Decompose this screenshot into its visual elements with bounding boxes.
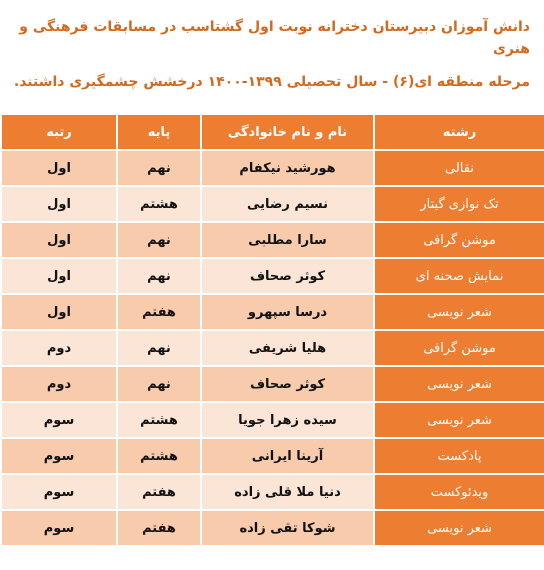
header-name: نام و نام خانوادگی <box>201 114 374 150</box>
table-row <box>1 510 544 546</box>
table-row <box>1 474 544 510</box>
header-grade: پایه <box>117 114 201 150</box>
cell-name: هورشید نیکفام <box>201 150 374 186</box>
table-row <box>1 186 544 222</box>
cell-name: سارا مطلبی <box>201 222 374 258</box>
cell-name: آرینا ایرانی <box>201 438 374 474</box>
intro-line-2: مرحله منطقه ای(۶) - سال تحصیلی ۱۳۹۹-۱۴۰۰ درخشش چشمگیری داشتند. <box>13 74 530 90</box>
cell-grade: نهم <box>117 258 201 294</box>
header-field: رشته <box>374 114 544 150</box>
cell-name: کوثر صحاف <box>201 366 374 402</box>
table-row <box>1 438 544 474</box>
cell-grade: هفتم <box>117 474 201 510</box>
cell-rank: دوم <box>1 330 117 366</box>
results-table <box>0 113 544 547</box>
table-row <box>1 330 544 366</box>
cell-grade: نهم <box>117 330 201 366</box>
cell-name: دنیا ملا قلی زاده <box>201 474 374 510</box>
cell-field: شعر نویسی <box>374 366 544 402</box>
cell-grade: هفتم <box>117 510 201 546</box>
table-row <box>1 294 544 330</box>
cell-field: شعر نویسی <box>374 510 544 546</box>
cell-name: درسا سپهرو <box>201 294 374 330</box>
cell-rank: اول <box>1 186 117 222</box>
cell-rank: سوم <box>1 402 117 438</box>
table-row <box>1 258 544 294</box>
cell-field: تک نوازی گیتار <box>374 186 544 222</box>
cell-field: نمایش صحنه ای <box>374 258 544 294</box>
cell-rank: دوم <box>1 366 117 402</box>
cell-rank: اول <box>1 150 117 186</box>
cell-field: موشن گرافی <box>374 330 544 366</box>
cell-name: شوکا تقی زاده <box>201 510 374 546</box>
cell-rank: سوم <box>1 510 117 546</box>
cell-field: نقالی <box>374 150 544 186</box>
cell-grade: نهم <box>117 366 201 402</box>
cell-grade: هشتم <box>117 186 201 222</box>
cell-grade: هفتم <box>117 294 201 330</box>
cell-field: موشن گرافی <box>374 222 544 258</box>
table-row <box>1 366 544 402</box>
cell-field: شعر نویسی <box>374 294 544 330</box>
cell-name: سیده زهرا جویا <box>201 402 374 438</box>
cell-grade: نهم <box>117 150 201 186</box>
cell-grade: نهم <box>117 222 201 258</box>
cell-grade: هشتم <box>117 402 201 438</box>
table-row <box>1 222 544 258</box>
cell-name: نسیم رضایی <box>201 186 374 222</box>
cell-field: شعر نویسی <box>374 402 544 438</box>
cell-name: هلیا شریفی <box>201 330 374 366</box>
table-row <box>1 150 544 186</box>
intro-line-1: دانش آموزان دبیرستان دخترانه نوبت اول گشتاسب در مسابقات فرهنگی و هنری <box>19 19 530 57</box>
cell-grade: هشتم <box>117 438 201 474</box>
cell-field: پادکست <box>374 438 544 474</box>
table-row <box>1 402 544 438</box>
cell-field: ویدئوکست <box>374 474 544 510</box>
cell-rank: سوم <box>1 474 117 510</box>
cell-rank: اول <box>1 294 117 330</box>
cell-rank: اول <box>1 258 117 294</box>
cell-name: کوثر صحاف <box>201 258 374 294</box>
table-header-row <box>1 114 544 150</box>
cell-rank: سوم <box>1 438 117 474</box>
header-rank: رتبه <box>1 114 117 150</box>
cell-rank: اول <box>1 222 117 258</box>
